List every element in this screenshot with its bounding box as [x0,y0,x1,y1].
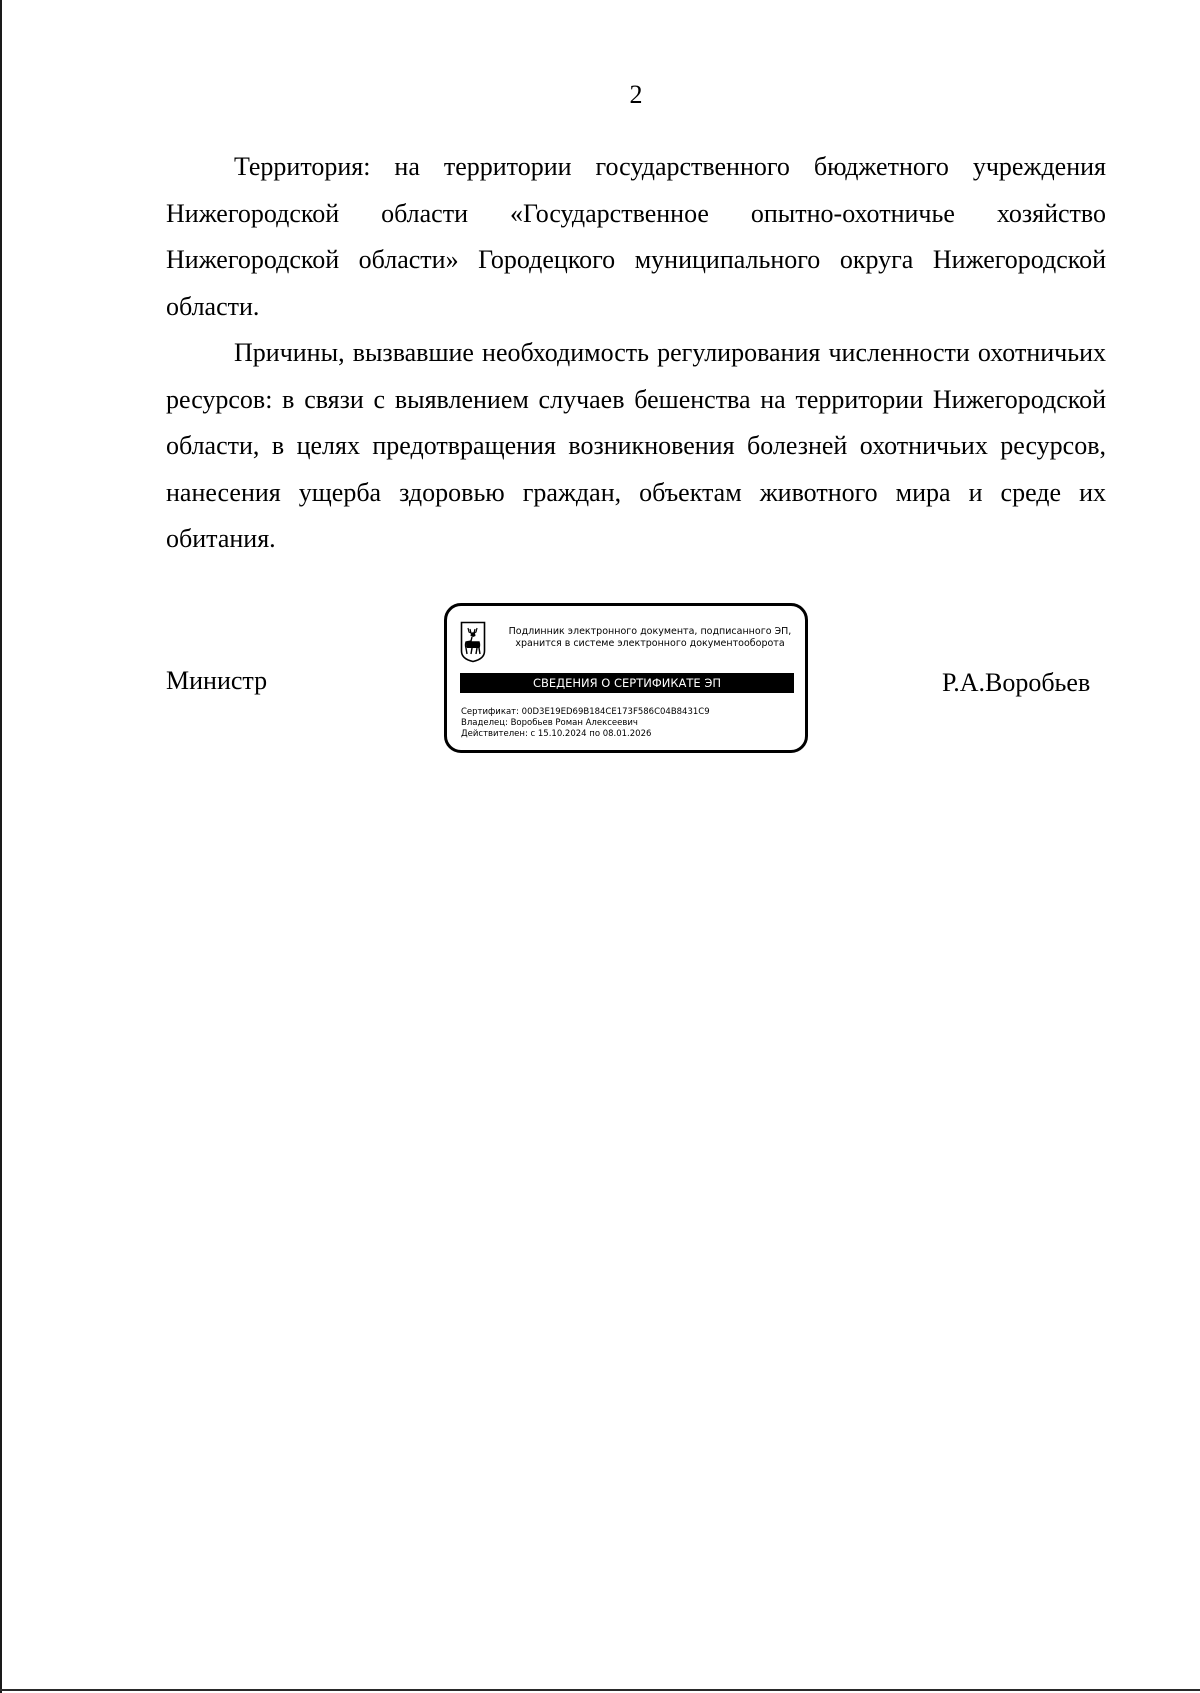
stamp-certificate-number: Сертификат: 00D3E19ED69B184CE173F586C04B8431C9 [461,707,710,717]
stamp-certificate-owner: Владелец: Воробьев Роман Алексеевич [461,718,638,728]
page-number: 2 [629,80,643,109]
scan-bottom-edge [0,1689,1200,1691]
scan-left-edge [0,0,2,1693]
nizhny-novgorod-deer-emblem-icon [460,621,486,663]
document-body [166,144,1106,563]
stamp-certificate-validity: Действителен: с 15.10.2024 по 08.01.2026 [461,729,652,739]
signatory-name: Р.А.Воробьев [942,668,1091,697]
electronic-signature-stamp [444,603,808,753]
stamp-notice-line-1: Подлинник электронного документа, подписанного ЭП, [508,626,792,637]
stamp-notice-line-2: хранится в системе электронного документооборота [515,638,785,649]
reasons-paragraph: Причины, вызвавшие необходимость регулирования численности охотничьих ресурсов: в связи с выявлением случаев бешенства на территории Нижегородской области, в целях предотвращения возникновения болезней охотничьих ресурсов, нанесения ущерба здоровью граждан, объектам животного мира и среде их обитания. [166,338,1106,553]
stamp-certificate-details [461,707,801,740]
signatory-title: Министр [166,666,268,695]
stamp-notice [495,626,805,650]
territory-paragraph: Территория: на территории государственного бюджетного учреждения Нижегородской области «Государственное опытно-охотничье хозяйство Нижегородской области» Городецкого муниципального округа Нижегородской области. [166,152,1106,321]
stamp-certificate-banner: СВЕДЕНИЯ О СЕРТИФИКАТЕ ЭП [460,673,794,693]
